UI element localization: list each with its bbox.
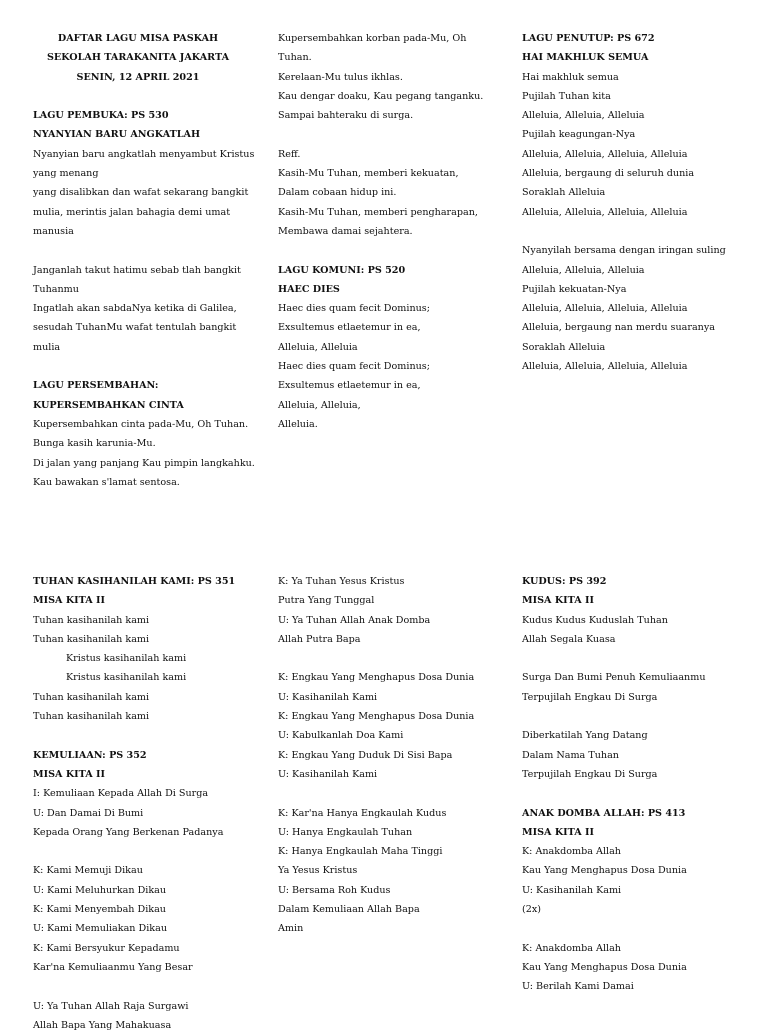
lyrics-persembahan-continued xyxy=(278,29,510,241)
lyric-line: U: Kabulkanlah Doa Kami xyxy=(278,730,404,742)
lyrics-pembuka xyxy=(33,145,265,357)
lyric-line: U: Bersama Roh Kudus xyxy=(278,884,391,896)
lyric-line: Kupersembahkan cinta pada-Mu, Oh Tuhan. xyxy=(33,418,249,430)
lyric-line: U: Kami Meluhurkan Dikau xyxy=(33,884,167,896)
school-name: SEKOLAH TARAKANITA JAKARTA xyxy=(46,52,230,64)
spacer xyxy=(522,649,754,668)
lyric-line: K: Engkau Yang Menghapus Dosa Dunia xyxy=(278,672,475,684)
lyric-line: U: Kasihanilah Kami xyxy=(278,691,378,703)
lyric-line: U: Berilah Kami Damai xyxy=(522,981,634,993)
song-title-persembahan: KUPERSEMBAHKAN CINTA xyxy=(33,399,184,411)
lyric-line: Alleluia, Alleluia, Alleluia xyxy=(522,110,645,122)
lyric-line: Nyanyilah bersama dengan iringan suling xyxy=(522,245,726,257)
lyric-line: Pujilah kekuatan-Nya xyxy=(522,283,627,295)
lyric-line: Kepada Orang Yang Berkenan Padanya xyxy=(33,826,224,838)
song-title-sanctus: MISA KITA II xyxy=(522,595,595,607)
lyric-line: Alleluia, Alleluia, Alleluia, Alleluia xyxy=(522,361,688,373)
lyric-line: U: Dan Damai Di Bumi xyxy=(33,807,144,819)
lyric-line: U: Ya Tuhan Allah Anak Domba xyxy=(278,614,431,626)
lyric-line: Alleluia, bergaung nan merdu suaranya xyxy=(522,322,715,334)
lyric-line: Membawa damai sejahtera. xyxy=(278,225,413,237)
lyric-line: Exsultemus etlaetemur in ea, xyxy=(278,380,421,392)
lyrics-komuni xyxy=(278,299,510,434)
lyric-line: Kasih-Mu Tuhan, memberi pengharapan, xyxy=(278,206,478,218)
lyric-line: Haec dies quam fecit Dominus; xyxy=(278,303,430,315)
lyric-line: Surga Dan Bumi Penuh Kemuliaanmu xyxy=(522,672,706,684)
lyric-line: mulia xyxy=(33,341,61,353)
spacer xyxy=(522,784,754,803)
lyric-line: Kasih-Mu Tuhan, memberi kekuatan, xyxy=(278,168,459,180)
lyrics-penutup xyxy=(522,68,754,377)
lyrics-gloria-continued xyxy=(278,572,510,939)
lyric-line: Di jalan yang panjang Kau pimpin langkahku. xyxy=(33,457,255,469)
spacer xyxy=(33,357,265,376)
spacer xyxy=(33,842,265,861)
lyric-line: Amin xyxy=(278,923,304,935)
lyric-line: Nyanyian baru angkatlah menyambut Kristus xyxy=(33,148,255,160)
song-heading-pembuka: LAGU PEMBUKA: PS 530 xyxy=(33,110,169,122)
lyric-line: Terpujilah Engkau Di Surga xyxy=(522,691,658,703)
lyric-line: Pujilah keagungan-Nya xyxy=(522,129,636,141)
lyric-line: Bunga kasih karunia-Mu. xyxy=(33,438,156,450)
lyric-line: Ingatlah akan sabdaNya ketika di Galilea, xyxy=(33,303,237,315)
lyric-line: Allah Segala Kuasa xyxy=(522,633,616,645)
song-heading-persembahan: LAGU PERSEMBAHAN: xyxy=(33,380,159,392)
lyrics-sanctus xyxy=(522,611,754,785)
lyric-line: K: Engkau Yang Menghapus Dosa Dunia xyxy=(278,711,475,723)
lyric-line: Allah Bapa Yang Mahakuasa xyxy=(33,1019,172,1031)
lyric-line: K: Ya Tuhan Yesus Kristus xyxy=(278,576,405,587)
lyric-line: sesudah TuhanMu wafat tentulah bangkit xyxy=(33,322,237,334)
lyric-line: Haec dies quam fecit Dominus; xyxy=(278,361,430,373)
lyric-line: K: Kar'na Hanya Engkaulah Kudus xyxy=(278,807,447,819)
lyric-line: Sampai bahteraku di surga. xyxy=(278,110,414,122)
lyric-line: manusia xyxy=(33,225,74,237)
spacer xyxy=(278,241,510,260)
lyric-line: Tuhan. xyxy=(278,52,312,64)
lyric-line: Allah Putra Bapa xyxy=(278,633,361,645)
lyric-line: K: Kami Menyembah Dikau xyxy=(33,904,166,916)
lyric-line: Tuhan kasihanilah kami xyxy=(33,711,150,723)
spacer xyxy=(278,649,510,668)
song-title-pembuka: NYANYIAN BARU ANGKATLAH xyxy=(33,129,201,141)
song-heading-kyrie: TUHAN KASIHANILAH KAMI: PS 351 xyxy=(33,576,236,587)
song-heading-agnus: ANAK DOMBA ALLAH: PS 413 xyxy=(522,807,686,819)
lyric-line: Reff. xyxy=(278,148,301,160)
lyric-line: U: Hanya Engkaulah Tuhan xyxy=(278,826,413,838)
column-3-top xyxy=(522,29,754,376)
lyrics-persembahan xyxy=(33,415,265,492)
lyric-line: Alleluia. xyxy=(278,418,318,430)
spacer xyxy=(278,784,510,803)
column-2-bottom xyxy=(278,572,510,939)
spacer xyxy=(522,707,754,726)
lyric-line: U: Kasihanilah Kami xyxy=(278,768,378,780)
lyric-line: Kau Yang Menghapus Dosa Dunia xyxy=(522,961,687,973)
lyric-line: yang disalibkan dan wafat sekarang bangkit xyxy=(33,187,249,199)
lyric-line: Alleluia, Alleluia xyxy=(278,341,358,353)
song-title-gloria: MISA KITA II xyxy=(33,768,106,780)
column-1-bottom xyxy=(33,572,265,1035)
spacer xyxy=(33,977,265,996)
lyric-line: Hai makhluk semua xyxy=(522,71,619,83)
lyric-line: K: Anakdomba Allah xyxy=(522,942,621,954)
spacer xyxy=(522,919,754,938)
service-date: SENIN, 12 APRIL 2021 xyxy=(76,71,200,83)
lyric-line: Exsultemus etlaetemur in ea, xyxy=(278,322,421,334)
lyric-line: Alleluia, Alleluia, xyxy=(278,399,361,411)
lyric-line: Kupersembahkan korban pada-Mu, Oh xyxy=(278,33,467,44)
lyric-line: Dalam Nama Tuhan xyxy=(522,749,619,761)
song-heading-penutup: LAGU PENUTUP: PS 672 xyxy=(522,33,655,44)
lyric-line: Alleluia, Alleluia, Alleluia xyxy=(522,264,645,276)
lyrics-agnus xyxy=(522,842,754,996)
lyric-line: Kau bawakan s'lamat sentosa. xyxy=(33,476,180,488)
lyric-line: Tuhan kasihanilah kami xyxy=(33,691,150,703)
song-heading-gloria: KEMULIAAN: PS 352 xyxy=(33,749,147,761)
lyric-line: Kerelaan-Mu tulus ikhlas. xyxy=(278,71,403,83)
lyric-line: Dalam cobaan hidup ini. xyxy=(278,187,397,199)
song-heading-sanctus: KUDUS: PS 392 xyxy=(522,576,607,587)
lyric-line: Alleluia, Alleluia, Alleluia, Alleluia xyxy=(522,148,688,160)
column-1-top xyxy=(33,29,265,492)
column-2-top xyxy=(278,29,510,434)
lyric-line: Kristus kasihanilah kami xyxy=(66,672,187,684)
spacer xyxy=(33,241,265,260)
lyric-line: Kau Yang Menghapus Dosa Dunia xyxy=(522,865,687,877)
spacer xyxy=(33,87,265,106)
lyric-line: K: Anakdomba Allah xyxy=(522,846,621,858)
lyric-line: U: Ya Tuhan Allah Raja Surgawi xyxy=(33,1000,189,1012)
lyric-line: (2x) xyxy=(522,904,542,916)
lyric-line: Alleluia, bergaung di seluruh dunia xyxy=(522,168,695,180)
lyrics-gloria xyxy=(33,784,265,1035)
song-title-kyrie: MISA KITA II xyxy=(33,595,106,607)
lyric-line: K: Engkau Yang Duduk Di Sisi Bapa xyxy=(278,749,453,761)
lyric-line: Dalam Kemuliaan Allah Bapa xyxy=(278,904,420,916)
lyric-line: Alleluia, Alleluia, Alleluia, Alleluia xyxy=(522,303,688,315)
lyric-line: Tuhanmu xyxy=(33,283,79,295)
spacer xyxy=(33,726,265,745)
lyric-line: U: Kami Memuliakan Dikau xyxy=(33,923,167,935)
lyric-line: Alleluia, Alleluia, Alleluia, Alleluia xyxy=(522,206,688,218)
lyric-line: Putra Yang Tunggal xyxy=(278,595,375,607)
lyric-line: Diberkatilah Yang Datang xyxy=(522,730,648,742)
lyric-line: Janganlah takut hatimu sebab tlah bangkit xyxy=(33,264,241,276)
lyric-line: U: Kasihanilah Kami xyxy=(522,884,622,896)
lyric-line: Kar'na Kemuliaanmu Yang Besar xyxy=(33,961,193,973)
lyric-line: Kudus Kudus Kuduslah Tuhan xyxy=(522,614,668,626)
lyric-line: Terpujilah Engkau Di Surga xyxy=(522,768,658,780)
lyric-line: mulia, merintis jalan bahagia demi umat xyxy=(33,206,231,218)
lyric-line: yang menang xyxy=(33,168,99,180)
column-3-bottom xyxy=(522,572,754,997)
lyric-line: I: Kemuliaan Kepada Allah Di Surga xyxy=(33,788,209,800)
song-title-komuni: HAEC DIES xyxy=(278,283,340,295)
document-title: DAFTAR LAGU MISA PASKAH xyxy=(57,33,219,44)
lyric-line: Pujilah Tuhan kita xyxy=(522,90,611,102)
spacer xyxy=(278,125,510,144)
lyric-line: Tuhan kasihanilah kami xyxy=(33,614,150,626)
lyric-line: Kristus kasihanilah kami xyxy=(66,653,187,665)
lyric-line: Kau dengar doaku, Kau pegang tanganku. xyxy=(278,90,484,102)
lyric-line: Soraklah Alleluia xyxy=(522,187,606,199)
lyric-line: Tuhan kasihanilah kami xyxy=(33,633,150,645)
song-title-penutup: HAI MAKHLUK SEMUA xyxy=(522,52,649,64)
song-title-agnus: MISA KITA II xyxy=(522,826,595,838)
lyric-line: Ya Yesus Kristus xyxy=(278,865,358,877)
lyric-line: K: Kami Bersyukur Kepadamu xyxy=(33,942,180,954)
song-heading-komuni: LAGU KOMUNI: PS 520 xyxy=(278,264,406,276)
lyric-line: K: Kami Memuji Dikau xyxy=(33,865,143,877)
lyric-line: Soraklah Alleluia xyxy=(522,341,606,353)
lyric-line: K: Hanya Engkaulah Maha Tinggi xyxy=(278,846,443,858)
spacer xyxy=(522,222,754,241)
